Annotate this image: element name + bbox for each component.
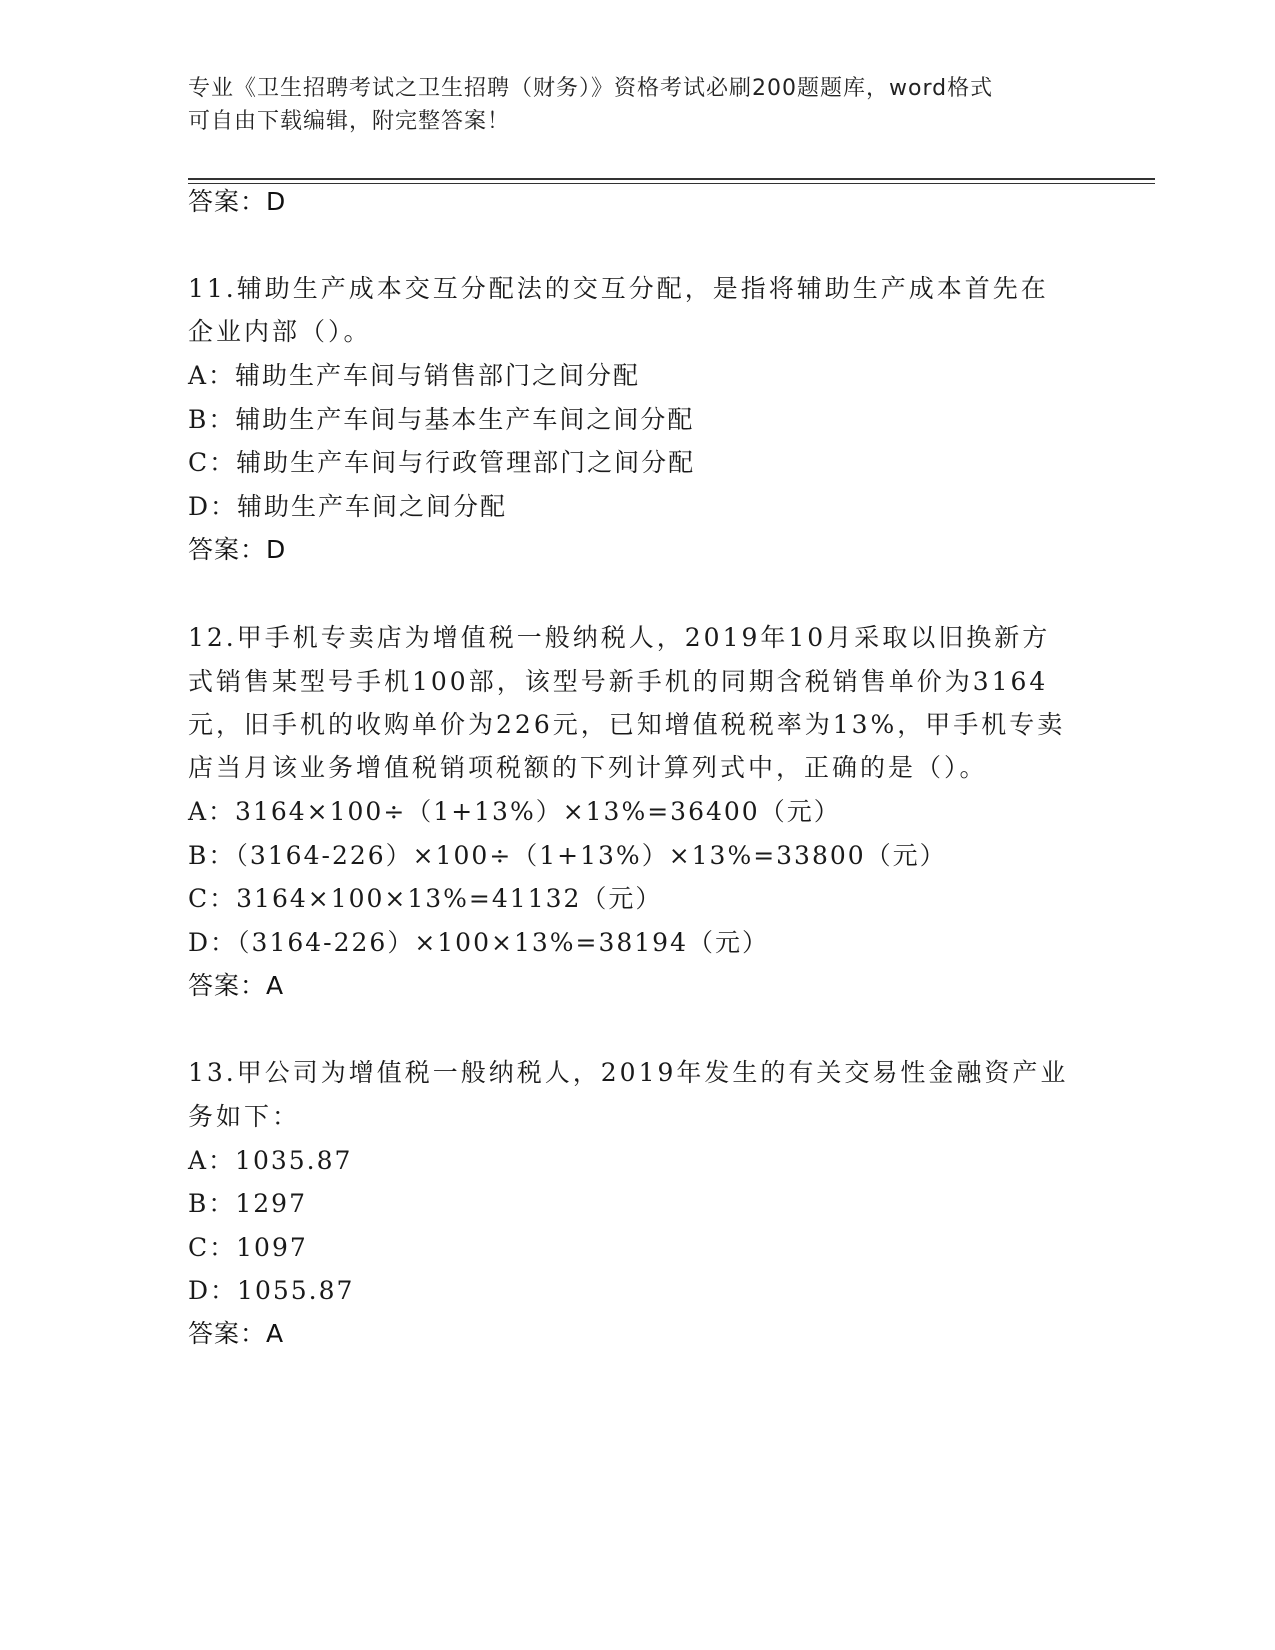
question-text-line: 13.甲公司为增值税一般纳税人，2019年发生的有关交易性金融资产业: [188, 1058, 1069, 1087]
option-b: B：（3164-226）×100÷（1+13%）×13%=33800（元）: [188, 841, 947, 870]
previous-answer: 答案：D: [188, 187, 287, 216]
option-d: D：辅助生产车间之间分配: [188, 492, 508, 521]
option-d: D：（3164-226）×100×13%=38194（元）: [188, 928, 769, 957]
option-b: B：辅助生产车间与基本生产车间之间分配: [188, 405, 695, 434]
header-line-2: 可自由下载编辑，附完整答案！: [188, 109, 511, 134]
header-line-1: 专业《卫生招聘考试之卫生招聘（财务）》资格考试必刷200题题库，word格式: [188, 76, 994, 101]
header-divider-thin: [188, 183, 1155, 184]
option-a: A：3164×100÷（1+13%）×13%=36400（元）: [188, 797, 841, 826]
answer: 答案：A: [188, 971, 285, 1000]
question-text-line: 企业内部（）。: [188, 317, 372, 346]
option-b: B：1297: [188, 1189, 307, 1218]
option-a: A：辅助生产车间与销售部门之间分配: [188, 361, 641, 390]
question-text-line: 式销售某型号手机100部，该型号新手机的同期含税销售单价为3164: [188, 667, 1049, 696]
question-text-line: 12.甲手机专卖店为增值税一般纳税人，2019年10月采取以旧换新方: [188, 623, 1051, 652]
document-header: [188, 72, 1068, 138]
question-text-line: 元，旧手机的收购单价为226元，已知增值税税率为13%，甲手机专卖: [188, 710, 1066, 739]
question-text-line: 11.辅助生产成本交互分配法的交互分配，是指将辅助生产成本首先在: [188, 274, 1049, 303]
answer: 答案：D: [188, 535, 287, 564]
answer: 答案：A: [188, 1319, 285, 1348]
option-a: A：1035.87: [188, 1146, 353, 1175]
option-c: C：辅助生产车间与行政管理部门之间分配: [188, 448, 696, 477]
option-c: C：3164×100×13%=41132（元）: [188, 884, 663, 913]
option-d: D：1055.87: [188, 1276, 355, 1305]
question-text-line: 务如下：: [188, 1102, 301, 1131]
header-divider: [188, 178, 1155, 180]
option-c: C：1097: [188, 1233, 308, 1262]
question-text-line: 店当月该业务增值税销项税额的下列计算列式中，正确的是（）。: [188, 753, 988, 782]
